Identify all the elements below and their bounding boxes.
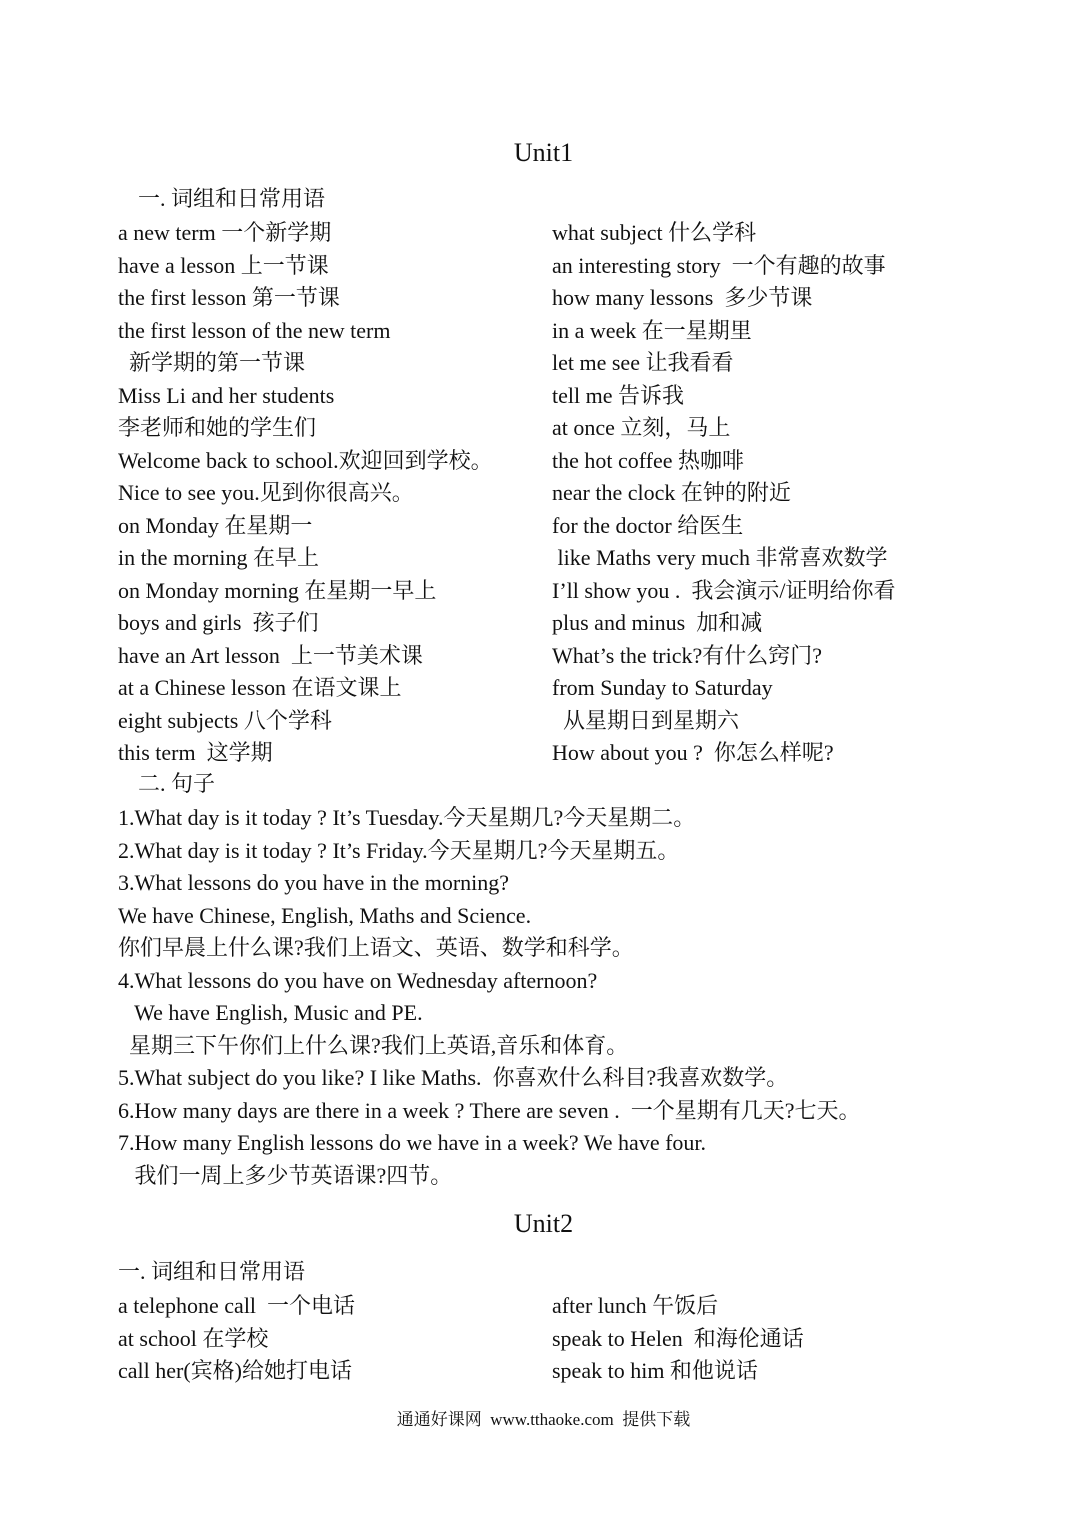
phrase-item: Nice to see you.见到你很高兴。 [118, 480, 414, 505]
phrase-item: eight subjects 八个学科 [118, 707, 332, 733]
unit2-section1-heading: 一. 词组和日常用语 [118, 1259, 306, 1284]
sentence-line: We have English, Music and PE. [118, 1000, 423, 1025]
unit1-phrases-left [118, 217, 538, 770]
sentence-line: 2.What day is it today ? It’s Friday.今天星期几?今天星期五。 [118, 837, 680, 863]
sentence-line: 你们早晨上什么课?我们上语文、英语、数学和科学。 [118, 935, 634, 960]
phrase-item: at school 在学校 [118, 1325, 269, 1351]
unit1-sentences [118, 802, 1068, 1192]
phrase-item: on Monday morning 在星期一早上 [118, 577, 437, 603]
phrase-item: What’s the trick?有什么窍门? [552, 642, 823, 668]
phrase-item: in the morning 在早上 [118, 545, 320, 570]
sentence-line: 我们一周上多少节英语课?四节。 [118, 1162, 453, 1188]
phrase-item: speak to Helen 和海伦通话 [552, 1325, 804, 1351]
unit1-title: Unit1 [513, 138, 574, 167]
phrase-item: 新学期的第一节课 [118, 350, 306, 375]
sentence-line: We have Chinese, English, Maths and Science. [118, 902, 532, 928]
phrase-item: the first lesson of the new term [118, 317, 391, 343]
page-footer: 通通好课网 www.tthaoke.com 提供下载 [396, 1410, 691, 1429]
phrase-item: the first lesson 第一节课 [118, 285, 340, 310]
sentence-line: 3.What lessons do you have in the morning? [118, 870, 510, 895]
unit2-phrases-right [552, 1290, 1072, 1388]
sentence-line: 1.What day is it today ? It’s Tuesday.今天星期几?今天星期二。 [118, 805, 696, 830]
phrase-item: for the doctor 给医生 [552, 512, 744, 538]
unit2-title: Unit2 [513, 1209, 574, 1238]
phrase-item: Welcome back to school.欢迎回到学校。 [118, 447, 493, 473]
phrase-item: an interesting story 一个有趣的故事 [552, 252, 886, 278]
sentence-line: 6.How many days are there in a week ? There are seven . 一个星期有几天?七天。 [118, 1097, 861, 1123]
phrase-item: a new term 一个新学期 [118, 220, 332, 245]
phrase-item: have a lesson 上一节课 [118, 252, 329, 278]
phrase-item: plus and minus 加和减 [552, 610, 763, 635]
phrase-item: I’ll show you . 我会演示/证明给你看 [552, 577, 896, 603]
phrase-item: in a week 在一星期里 [552, 317, 752, 343]
sentence-line: 7.How many English lessons do we have in a week? We have four. [118, 1130, 707, 1155]
phrase-item: How about you ? 你怎么样呢? [552, 740, 834, 765]
sentence-line: 5.What subject do you like? I like Maths. 你喜欢什么科目?我喜欢数学。 [118, 1065, 789, 1090]
phrase-item: at once 立刻，马上 [552, 415, 731, 440]
phrase-item: speak to him 和他说话 [552, 1358, 758, 1383]
unit1-phrases-right [552, 217, 1072, 770]
unit1-section2-heading: 二. 句子 [138, 771, 216, 796]
phrase-item: Miss Li and her students [118, 382, 335, 408]
phrase-item: tell me 告诉我 [552, 382, 684, 408]
phrase-item: this term 这学期 [118, 740, 273, 765]
phrase-item: from Sunday to Saturday [552, 675, 773, 700]
sentence-line: 4.What lessons do you have on Wednesday afternoon? [118, 967, 598, 993]
phrase-item: 从星期日到星期六 [552, 707, 740, 733]
phrase-item: let me see 让我看看 [552, 350, 734, 375]
phrase-item: 李老师和她的学生们 [118, 415, 317, 440]
phrase-item: after lunch 午饭后 [552, 1293, 719, 1318]
phrase-item: the hot coffee 热咖啡 [552, 447, 745, 473]
phrase-item: like Maths very much 非常喜欢数学 [552, 545, 888, 570]
phrase-item: have an Art lesson 上一节美术课 [118, 642, 423, 668]
unit1-section1-heading: 一. 词组和日常用语 [138, 186, 326, 211]
phrase-item: a telephone call 一个电话 [118, 1293, 356, 1318]
unit2-phrases-left [118, 1290, 538, 1388]
phrase-item: what subject 什么学科 [552, 220, 757, 245]
sentence-line: 星期三下午你们上什么课?我们上英语,音乐和体育。 [118, 1032, 629, 1058]
phrase-item: how many lessons 多少节课 [552, 285, 813, 310]
phrase-item: on Monday 在星期一 [118, 512, 313, 538]
phrase-item: at a Chinese lesson 在语文课上 [118, 675, 402, 700]
phrase-item: call her(宾格)给她打电话 [118, 1358, 352, 1383]
phrase-item: boys and girls 孩子们 [118, 610, 319, 635]
phrase-item: near the clock 在钟的附近 [552, 480, 791, 505]
